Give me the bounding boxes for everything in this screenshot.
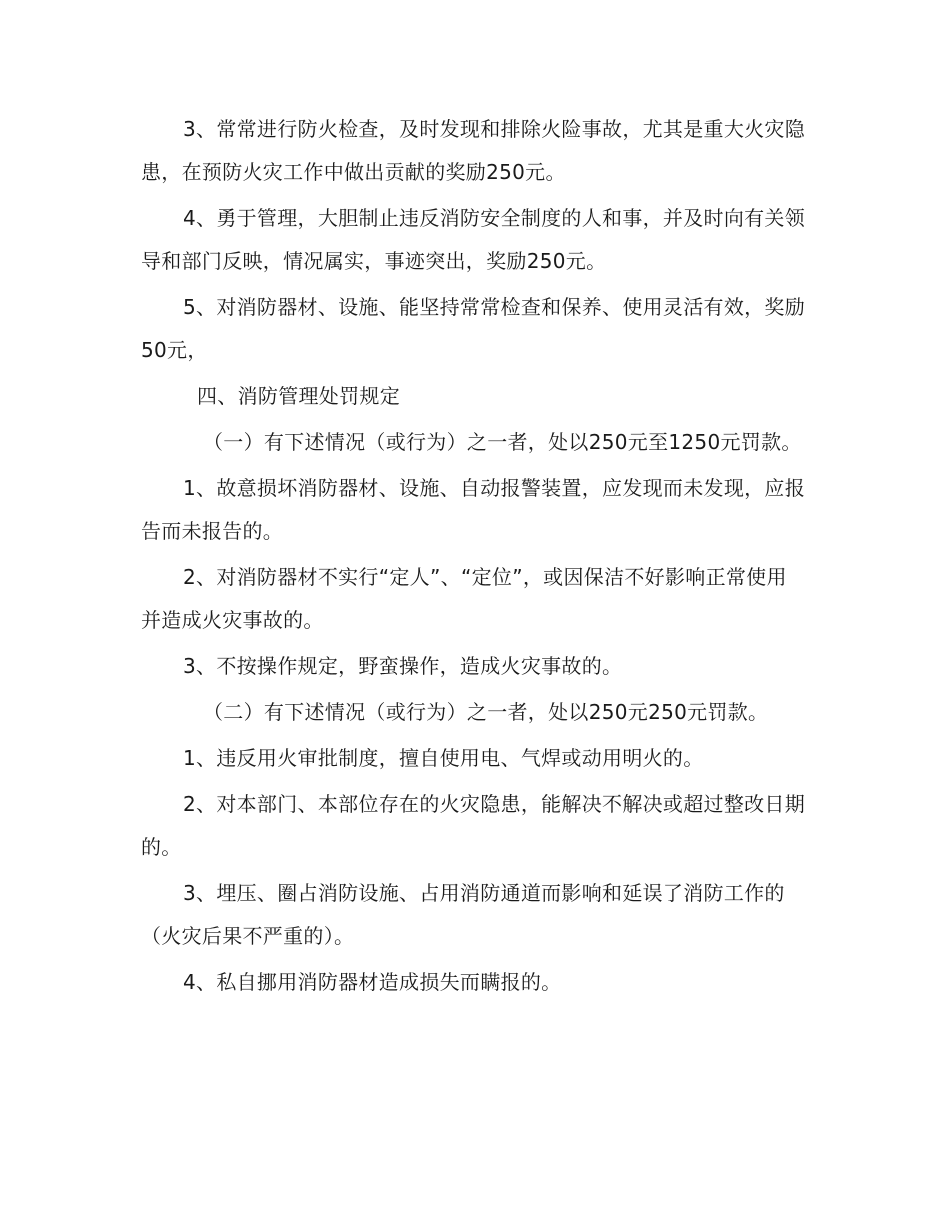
paragraph-penalty-2-1: 1、违反用火审批制度，擅自使用电、气焊或动用明火的。 [183, 746, 704, 770]
paragraph-penalty-1-1: 1、故意损坏消防器材、设施、自动报警装置，应发现而未发现，应报告而未报告的。 [141, 476, 806, 543]
document-body [141, 108, 806, 1007]
section-heading-penalties: 四、消防管理处罚规定 [197, 384, 400, 408]
paragraph-penalty-1-3: 3、不按操作规定，野蛮操作，造成火灾事故的。 [183, 654, 623, 678]
paragraph-reward-5: 5、对消防器材、设施、能坚持常常检查和保养、使用灵活有效，奖励50元， [141, 295, 806, 362]
subsection-heading-penalty-1: （一）有下述情况（或行为）之一者，处以250元至1250元罚款。 [203, 430, 802, 454]
subsection-heading-penalty-2: （二）有下述情况（或行为）之一者，处以250元250元罚款。 [203, 700, 769, 724]
paragraph-reward-4: 4、勇于管理，大胆制止违反消防安全制度的人和事，并及时向有关领导和部门反映，情况属实，事迹突出，奖励250元。 [141, 206, 806, 273]
paragraph-reward-3: 3、常常进行防火检查，及时发现和排除火险事故，尤其是重大火灾隐患，在预防火灾工作中做出贡献的奖励250元。 [141, 117, 806, 184]
paragraph-penalty-2-3: 3、埋压、圈占消防设施、占用消防通道而影响和延误了消防工作的（火灾后果不严重的）。 [141, 881, 785, 948]
paragraph-penalty-2-2: 2、对本部门、本部位存在的火灾隐患，能解决不解决或超过整改日期的。 [141, 792, 806, 859]
paragraph-penalty-1-2: 2、对消防器材不实行“定人”、“定位”，或因保洁不好影响正常使用并造成火灾事故的。 [141, 565, 787, 632]
paragraph-penalty-2-4: 4、私自挪用消防器材造成损失而瞒报的。 [183, 970, 562, 994]
